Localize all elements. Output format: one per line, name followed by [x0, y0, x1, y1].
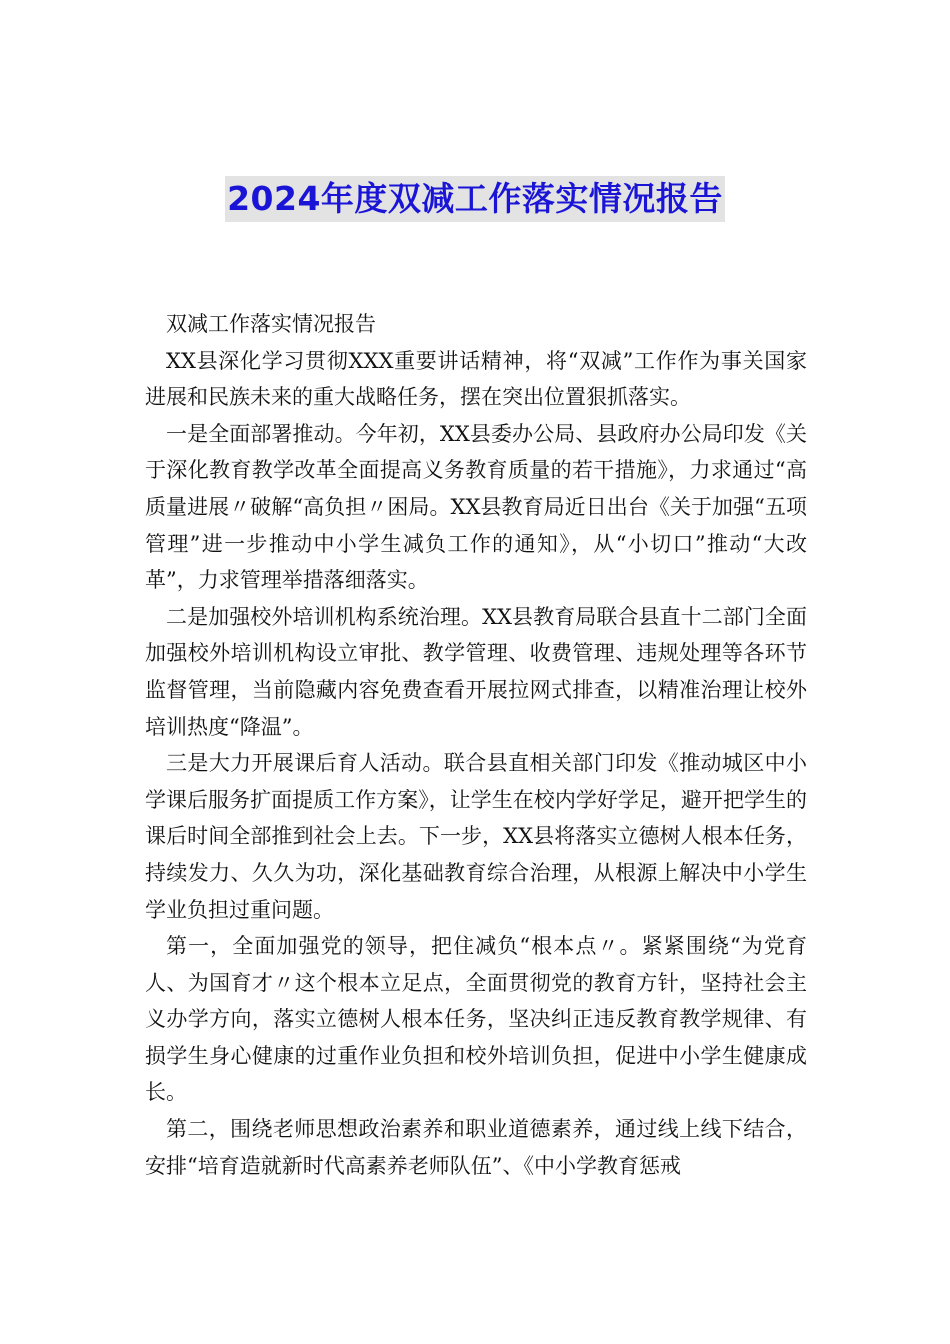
document-body	[145, 306, 807, 1184]
paragraph-intro: XX县深化学习贯彻XXX重要讲话精神，将“双减”工作作为事关国家进展和民族未来的重大战略任务，摆在突出位置狠抓落实。	[145, 348, 807, 410]
title-container	[0, 176, 950, 222]
paragraph-4: 第一，全面加强党的领导，把住减负“根本点〃。紧紧围绕“为党育人、为国育才〃这个根本立足点，全面贯彻党的教育方针，坚持社会主义办学方向，落实立德树人根本任务，坚决纠正违反教育教学规律、有损学生身心健康的过重作业负担和校外培训负担，促进中小学生健康成长。	[145, 934, 807, 1105]
document-subheading: 双减工作落实情况报告	[166, 312, 376, 336]
paragraph-2: 二是加强校外培训机构系统治理。XX县教育局联合县直十二部门全面加强校外培训机构设立审批、教学管理、收费管理、违规处理等各环节监督管理，当前隐藏内容免费查看开展拉网式排查，以精准治理让校外培训热度“降温”。	[145, 604, 807, 739]
paragraph-3: 三是大力开展课后育人活动。联合县直相关部门印发《推动城区中小学课后服务扩面提质工作方案》，让学生在校内学好学足，避开把学生的课后时间全部推到社会上去。下一步，XX县将落实立德树人根本任务，持续发力、久久为功，深化基础教育综合治理，从根源上解决中小学生学业负担过重问题。	[145, 751, 807, 922]
paragraph-1: 一是全面部署推动。今年初，XX县委办公局、县政府办公局印发《关于深化教育教学改革全面提高义务教育质量的若干措施》，力求通过“高质量进展〃破解“高负担〃困局。XX县教育局近日出台《关于加强“五项管理”进一步推动中小学生减负工作的通知》，从“小切口”推动“大改革”，力求管理举措落细落实。	[145, 421, 807, 593]
paragraph-5: 第二，围绕老师思想政治素养和职业道德素养，通过线上线下结合，安排“培育造就新时代高素养老师队伍”、《中小学教育惩戒	[145, 1117, 807, 1178]
document-title: 2024年度双减工作落实情况报告	[225, 176, 725, 222]
